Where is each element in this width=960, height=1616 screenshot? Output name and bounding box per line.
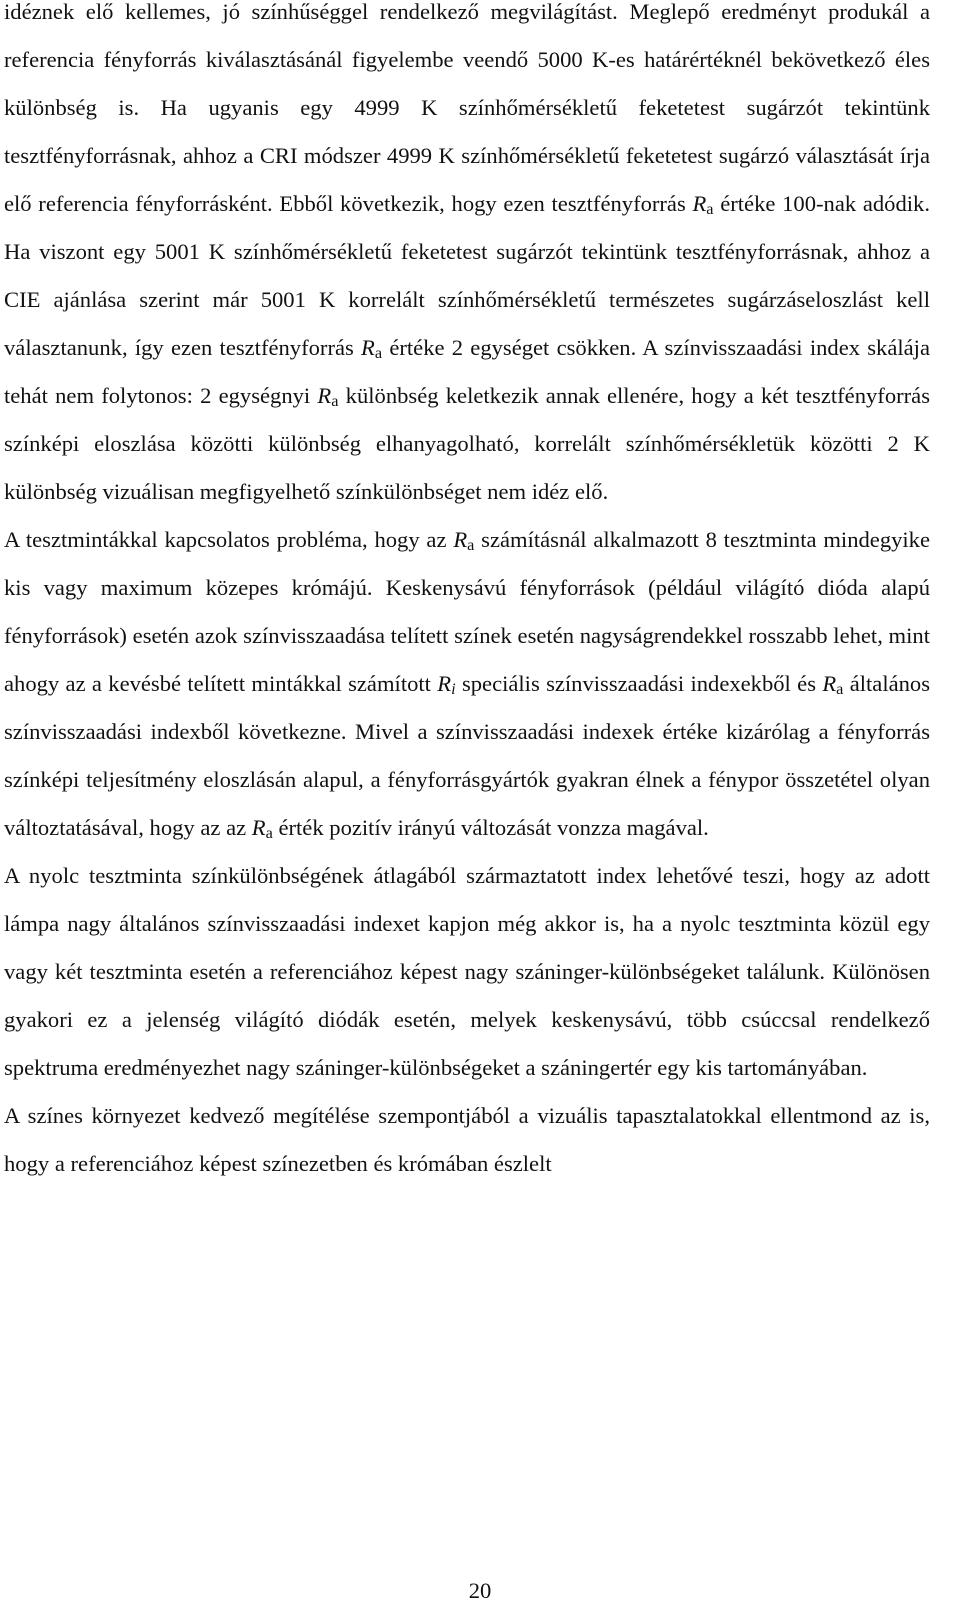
page-number: 20 bbox=[468, 1578, 492, 1603]
text-run: érték pozitív irányú változását vonzza magával. bbox=[272, 815, 709, 840]
paragraph-3 bbox=[4, 852, 930, 1092]
variable-symbol: R bbox=[317, 383, 332, 408]
text-run: értéke 100-nak adódik. Ha viszont egy 5001 K színhőmérsékletű feketetest sugárzót tekintünk tesztfényforrásnak, ahhoz a CIE ajánlása szerint már 5001 K korrelált színhőmérsékletű természetes sugárzáseloszlást kell választanunk, így ezen tesztfényforrás bbox=[4, 191, 930, 360]
text-run: A nyolc tesztminta színkülönbségének átlagából származtatott index lehetővé teszi, hogy az adott lámpa nagy általános színvisszaadási indexet kapjon még akkor is, ha a nyolc tesztminta közül egy vagy két tesztminta esetén a referenciához képest nagy száninger-különbségeket találunk. Különösen gyakori ez a jelenség világító diódák esetén, melyek keskenysávú, több csúccsal rendelkező spektruma eredményezhet nagy száninger-különbségeket a száningertér egy kis tartományában. bbox=[4, 863, 930, 1080]
text-run: A színes környezet kedvező megítélése szempontjából a vizuális tapasztalatokkal ellentmond az is, hogy a referenciához képest színezetben és krómában észlelt bbox=[4, 1103, 930, 1176]
subscript: a bbox=[467, 535, 475, 554]
variable-symbol: R bbox=[692, 191, 707, 216]
variable-symbol: R bbox=[437, 671, 452, 696]
subscript: a bbox=[374, 343, 383, 362]
variable-symbol: R bbox=[822, 671, 837, 696]
paragraph-4 bbox=[4, 1092, 930, 1188]
text-run: számításnál alkalmazott 8 tesztminta mindegyike kis vagy maximum közepes krómájú. Keskenysávú fényforrások (például világító dióda alapú fényforrások) esetén azok színvisszaadása telített színek esetén nagyságrendekkel rosszabb lehet, mint ahogy az a kevésbé telített mintákkal számított bbox=[4, 527, 931, 696]
paragraph-1 bbox=[4, 0, 930, 516]
subscript: a bbox=[265, 823, 273, 842]
text-run: különbség keletkezik annak ellenére, hogy a két tesztfényforrás színképi eloszlása közötti különbség elhanyagolható, korrelált színhőmérsékletük közötti 2 K különbség vizuálisan megfigyelhető színkülönbséget nem idéz elő. bbox=[4, 383, 930, 504]
subscript: a bbox=[706, 199, 714, 218]
subscript: a bbox=[836, 679, 844, 698]
variable-symbol: R bbox=[453, 527, 468, 552]
text-run: A tesztmintákkal kapcsolatos probléma, hogy az bbox=[4, 527, 454, 552]
subscript: a bbox=[331, 391, 339, 410]
text-run: értéke 2 egységet csökken. A színvisszaadási index skálája tehát nem folytonos: 2 egységnyi bbox=[4, 335, 930, 408]
text-run: idéznek elő kellemes, jó színhűséggel rendelkező megvilágítást. Meglepő eredményt produkál a referencia fényforrás kiválasztásánál figyelembe veendő 5000 K-es határértéknél bekövetkező éles különbség is. Ha ugyanis egy 4999 K színhőmérsékletű feketetest sugárzót tekintünk tesztfényforrásnak, ahhoz a CRI módszer 4999 K színhőmérsékletű feketetest sugárzó választását írja elő referencia fényforrásként. Ebből következik, hogy ezen tesztfényforrás bbox=[4, 0, 930, 216]
text-run: általános színvisszaadási indexből következne. Mivel a színvisszaadási indexek értéke kizárólag a fényforrás színképi teljesítmény eloszlásán alapul, a fényforrásgyártók gyakran élnek a fénypor összetétel olyan változtatásával, hogy az az bbox=[4, 671, 931, 840]
variable-symbol: R bbox=[251, 815, 266, 840]
paragraph-2 bbox=[4, 516, 930, 852]
variable-symbol: R bbox=[361, 335, 375, 360]
page-body bbox=[4, 0, 930, 1188]
subscript: i bbox=[451, 679, 456, 698]
text-run: speciális színvisszaadási indexekből és bbox=[455, 671, 823, 696]
